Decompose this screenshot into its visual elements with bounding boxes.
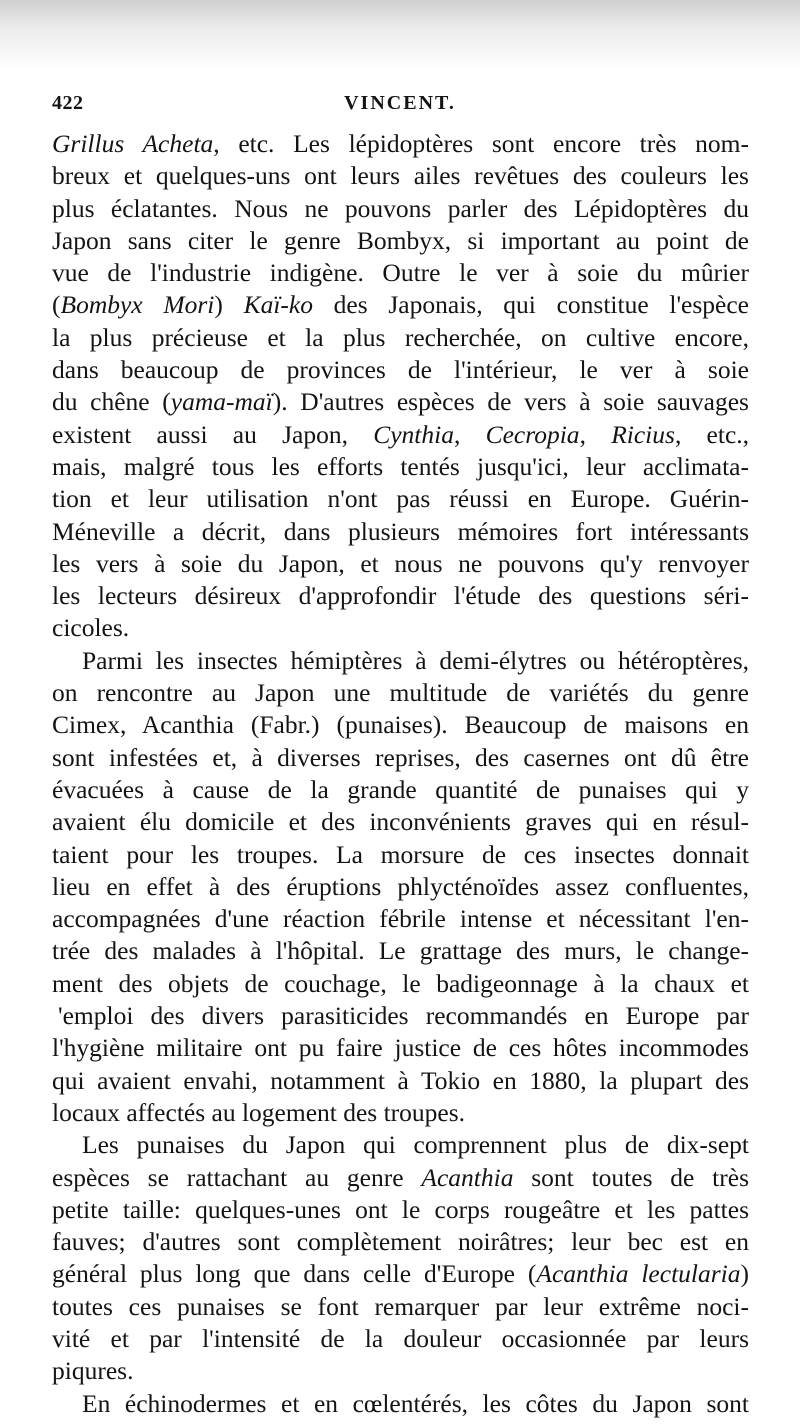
text-line: mais, malgré tous les efforts tentés jusqu'ici, leur acclimata- [52, 451, 749, 481]
text-line: locaux affectés au logement des troupes. [52, 1097, 466, 1127]
text-line: dans beaucoup de provinces de l'intérieur, le ver à soie [52, 355, 749, 385]
text-line: les vers à soie du Japon, et nous ne pouvons qu'y renvoyer [52, 548, 749, 578]
text-line: du chêne (yama-maï). D'autres espèces de vers à soie sauvages [52, 387, 749, 417]
text-line: l'hygiène militaire ont pu faire justice de ces hôtes incommodes [52, 1033, 749, 1063]
text-line: avaient élu domicile et des inconvénients graves qui en résul- [52, 807, 749, 837]
text-line: breux et quelques-uns ont leurs ailes revêtues des couleurs les [52, 161, 749, 191]
scan-top-shading [0, 0, 800, 70]
text-line: existent aussi au Japon, Cynthia, Cecropia, Ricius, etc., [52, 419, 750, 449]
text-line: piqures. [52, 1356, 134, 1386]
text-line: Grillus Acheta, etc. Les lépidoptères sont encore très nom- [52, 129, 749, 158]
text-line: En échinodermes et en cœlentérés, les côtes du Japon sont [82, 1388, 749, 1418]
text-line: (Bombyx Mori) Kaï-ko des Japonais, qui constitue l'espèce [52, 290, 749, 320]
text-line: la plus précieuse et la plus recherchée, on cultive encore, [52, 322, 749, 352]
text-line: fauves; d'autres sont complètement noirâtres; leur bec est en [52, 1227, 749, 1257]
text-line: ment des objets de couchage, le badigeonnage à la chaux et [52, 968, 749, 998]
text-line: Parmi les insectes hémiptères à demi-élytres ou hétéroptères, [82, 645, 749, 675]
text-line: 'emploi des divers parasiticides recommandés en Europe par [58, 1001, 749, 1031]
text-line: toutes ces punaises se font remarquer par leur extrême noci- [52, 1291, 749, 1321]
text-line: petite taille: quelques-unes ont le corps rougeâtre et les pattes [52, 1194, 749, 1224]
running-head: VINCENT. [344, 92, 456, 114]
text-line: qui avaient envahi, notamment à Tokio en 1880, la plupart des [52, 1065, 749, 1095]
text-line: vue de l'industrie indigène. Outre le ver à soie du mûrier [52, 258, 749, 288]
page-number: 422 [52, 92, 84, 114]
text-line: cicoles. [52, 613, 130, 643]
text-line: général plus long que dans celle d'Europe (Acanthia lectularia) [52, 1259, 749, 1289]
text-line: on rencontre au Japon une multitude de variétés du genre [52, 678, 749, 708]
text-line: Cimex, Acanthia (Fabr.) (punaises). Beaucoup de maisons en [52, 710, 749, 740]
text-line: espèces se rattachant au genre Acanthia sont toutes de très [52, 1162, 749, 1192]
text-line: Japon sans citer le genre Bombyx, si important au point de [52, 225, 749, 255]
text-line: plus éclatantes. Nous ne pouvons parler des Lépidoptères du [52, 193, 749, 223]
text-line: sont infestées et, à diverses reprises, des casernes ont dû être [52, 742, 749, 772]
text-line: taient pour les troupes. La morsure de ces insectes donnait [52, 839, 749, 869]
text-line: accompagnées d'une réaction fébrile intense et nécessitant l'en- [52, 904, 749, 934]
text-line: Méneville a décrit, dans plusieurs mémoires fort intéressants [52, 516, 749, 546]
body-text [52, 128, 749, 1420]
page-header [52, 92, 748, 122]
text-line: vité et par l'intensité de la douleur occasionnée par leurs [52, 1323, 749, 1353]
text-line: lieu en effet à des éruptions phlycténoïdes assez confluentes, [52, 871, 749, 901]
text-line: trée des malades à l'hôpital. Le grattage des murs, le change- [52, 936, 749, 966]
text-line: évacuées à cause de la grande quantité de punaises qui y [52, 774, 749, 804]
text-line: tion et leur utilisation n'ont pas réussi en Europe. Guérin- [52, 484, 749, 514]
text-line: les lecteurs désireux d'approfondir l'étude des questions séri- [52, 581, 749, 611]
text-line: Les punaises du Japon qui comprennent plus de dix-sept [82, 1130, 749, 1160]
